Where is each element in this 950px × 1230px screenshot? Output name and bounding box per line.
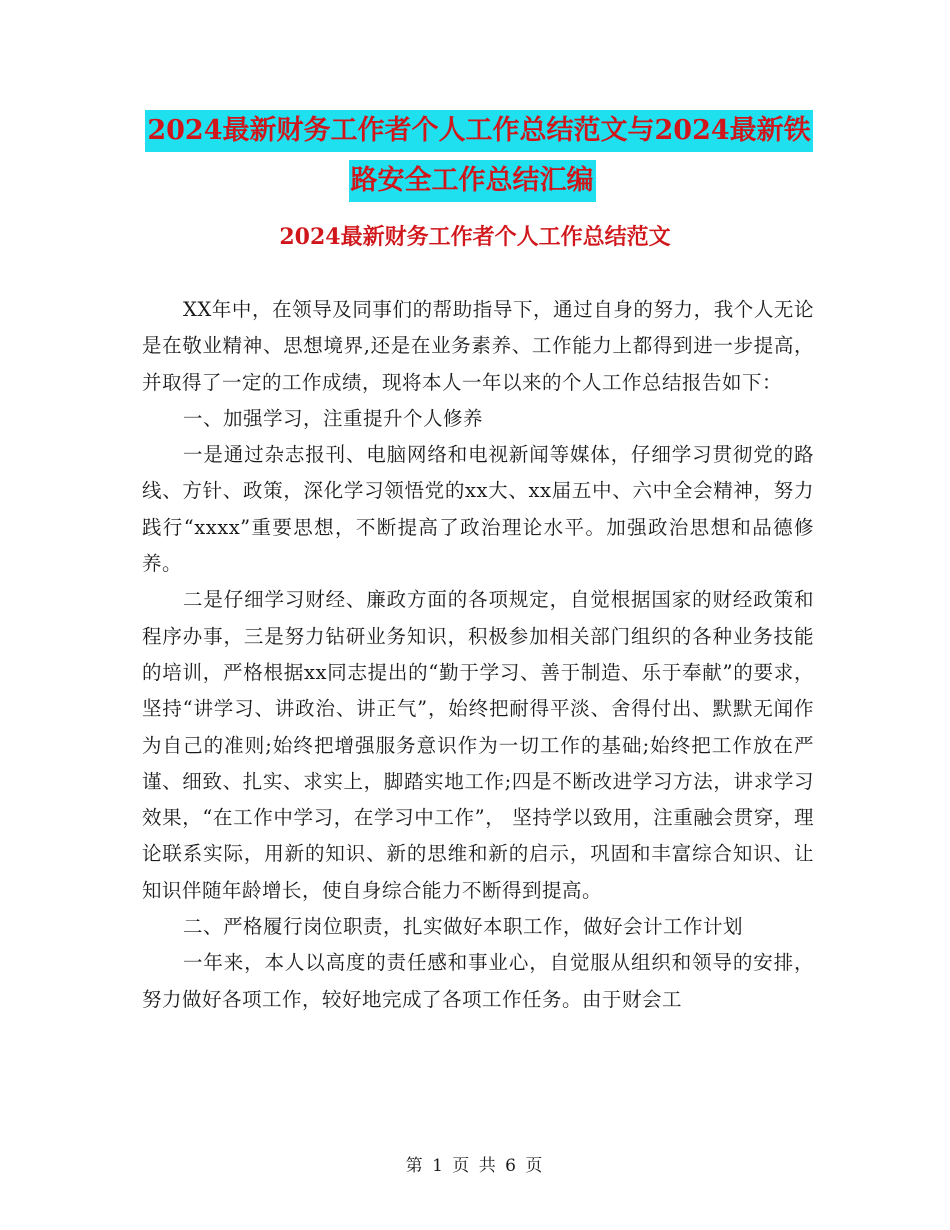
body-text: [142, 292, 814, 1018]
paragraph-point-1: 一是通过杂志报刊、电脑网络和电视新闻等媒体，仔细学习贯彻党的路线、方针、政策，深化学习领悟党的xx大、xx届五中、六中全会精神，努力践行“xxxx”重要思想，不断提高了政治理论水平。加强政治思想和品德修养。: [142, 443, 814, 576]
title-line-1: 2024最新财务工作者个人工作总结范文与2024最新铁: [145, 110, 812, 152]
paragraph-heading-1: 一、加强学习，注重提升个人修养: [183, 406, 484, 430]
page-footer: 第 1 页 共 6 页: [405, 1156, 545, 1176]
paragraph-heading-2: 二、严格履行岗位职责，扎实做好本职工作，做好会计工作计划: [183, 915, 744, 939]
document-title: [0, 110, 950, 202]
section-heading: 2024最新财务工作者个人工作总结范文: [279, 224, 671, 250]
paragraph-point-2: 二是仔细学习财经、廉政方面的各项规定，自觉根据国家的财经政策和程序办事，三是努力钻研业务知识，积极参加相关部门组织的各种业务技能的培训，严格根据xx同志提出的“勤于学习、善于制造、乐于奉献”的要求，坚持“讲学习、讲政治、讲正气”，始终把耐得平淡、舍得付出、默默无闻作为自己的准则;始终把增强服务意识作为一切工作的基础;始终把工作放在严谨、细致、扎实、求实上，脚踏实地工作;四是不断改进学习方法，讲求学习效果，“在工作中学习，在学习中工作”， 坚持学以致用，注重融会贯穿，理论联系实际，用新的知识、新的思维和新的启示，巩固和丰富综合知识、让知识伴随年龄增长，使自身综合能力不断得到提高。: [142, 588, 814, 902]
title-line-2: 路安全工作总结汇编: [349, 160, 596, 202]
paragraph-intro: XX年中，在领导及同事们的帮助指导下，通过自身的努力，我个人无论是在敬业精神、思想境界,还是在业务素养、工作能力上都得到进一步提高，并取得了一定的工作成绩，现将本人一年以来的个人工作总结报告如下：: [142, 298, 814, 394]
paragraph-point-3: 一年来，本人以高度的责任感和事业心，自觉服从组织和领导的安排，努力做好各项工作，较好地完成了各项工作任务。由于财会工: [142, 951, 814, 1011]
